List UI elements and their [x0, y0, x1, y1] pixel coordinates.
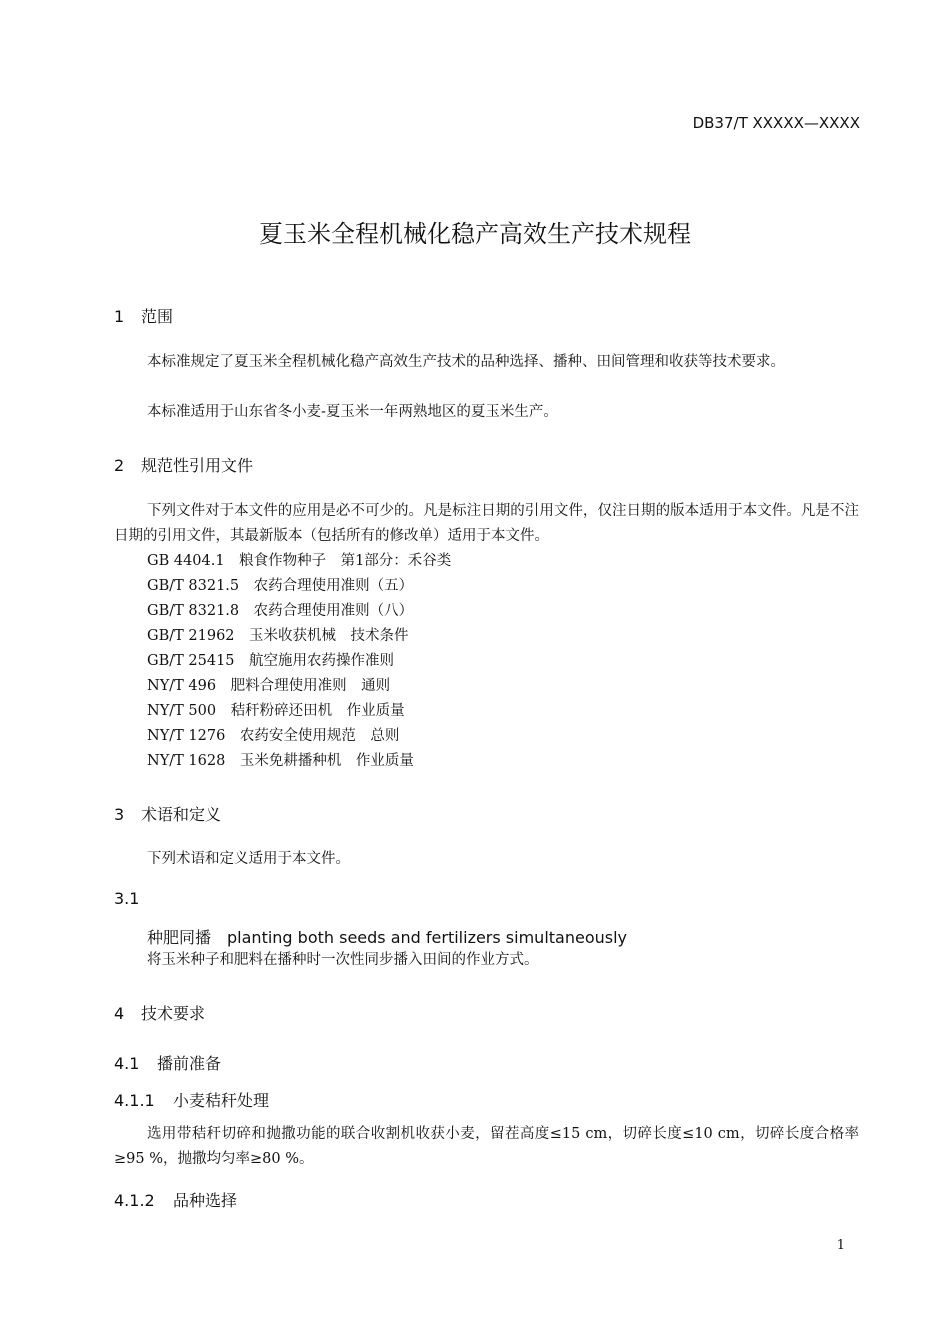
- section-title: 技术要求: [141, 1004, 206, 1023]
- reference-item: NY/T 1628 玉米免耕播种机 作业质量: [147, 753, 414, 769]
- reference-list: [147, 549, 451, 774]
- section-number: 3: [114, 805, 125, 824]
- subsection-title: 品种选择: [173, 1191, 238, 1210]
- reference-item: GB 4404.1 粮食作物种子 第1部分：禾谷类: [147, 553, 452, 569]
- term-heading: [147, 925, 627, 948]
- subsection-title: 小麦秸秆处理: [173, 1091, 270, 1110]
- reference-item: NY/T 496 肥料合理使用准则 通则: [147, 678, 391, 694]
- section-4-heading: [114, 1001, 205, 1024]
- term-definition: 将玉米种子和肥料在播种时一次性同步播入田间的作业方式。: [147, 952, 539, 968]
- section-number: 1: [114, 307, 125, 326]
- references-intro: 下列文件对于本文件的应用是必不可少的。凡是标注日期的引用文件，仅注日期的版本适用于本文件。凡是不注日期的引用文件，其最新版本（包括所有的修改单）适用于本文件。: [114, 503, 859, 544]
- section-title: 术语和定义: [141, 805, 222, 824]
- subsection-number: 4.1.1: [114, 1091, 155, 1110]
- section-number: 2: [114, 456, 125, 475]
- section-number: 4: [114, 1004, 125, 1023]
- straw-handling-paragraph: 选用带秸秆切碎和抛撒功能的联合收割机收获小麦，留茬高度≤15 cm，切碎长度≤10 cm，切碎长度合格率≥95 %，抛撒均匀率≥80 %。: [114, 1126, 859, 1167]
- reference-item: GB/T 8321.8 农药合理使用准则（八）: [147, 603, 414, 619]
- document-title: 夏玉米全程机械化稳产高效生产技术规程: [259, 220, 691, 248]
- reference-item: NY/T 1276 农药安全使用规范 总则: [147, 728, 400, 744]
- page-number: 1: [836, 1238, 845, 1253]
- subsection-number: 4.1.2: [114, 1191, 155, 1210]
- term-number: 3.1: [114, 889, 140, 908]
- subsection-4-1-1-heading: [114, 1088, 269, 1111]
- section-2-heading: [114, 453, 253, 476]
- scope-paragraph: 本标准规定了夏玉米全程机械化稳产高效生产技术的品种选择、播种、田间管理和收获等技术要求。: [147, 354, 785, 370]
- reference-item: GB/T 25415 航空施用农药操作准则: [147, 653, 395, 669]
- subsection-title: 播前准备: [157, 1054, 222, 1073]
- reference-item: GB/T 21962 玉米收获机械 技术条件: [147, 628, 409, 644]
- reference-item: NY/T 500 秸秆粉碎还田机 作业质量: [147, 703, 405, 719]
- section-3-heading: [114, 802, 221, 825]
- applicability-paragraph: 本标准适用于山东省冬小麦-夏玉米一年两熟地区的夏玉米生产。: [147, 404, 558, 420]
- section-title: 范围: [141, 307, 174, 326]
- subsection-4-1-2-heading: [114, 1188, 237, 1211]
- section-1-heading: [114, 304, 173, 327]
- term-chinese: 种肥同播: [147, 928, 212, 947]
- subsection-4-1-heading: [114, 1051, 221, 1074]
- reference-item: GB/T 8321.5 农药合理使用准则（五）: [147, 578, 414, 594]
- document-code: DB37/T XXXXX—XXXX: [692, 114, 860, 132]
- subsection-number: 4.1: [114, 1054, 140, 1073]
- terms-intro: 下列术语和定义适用于本文件。: [147, 851, 350, 867]
- term-english: planting both seeds and fertilizers simultaneously: [227, 928, 627, 947]
- section-title: 规范性引用文件: [141, 456, 254, 475]
